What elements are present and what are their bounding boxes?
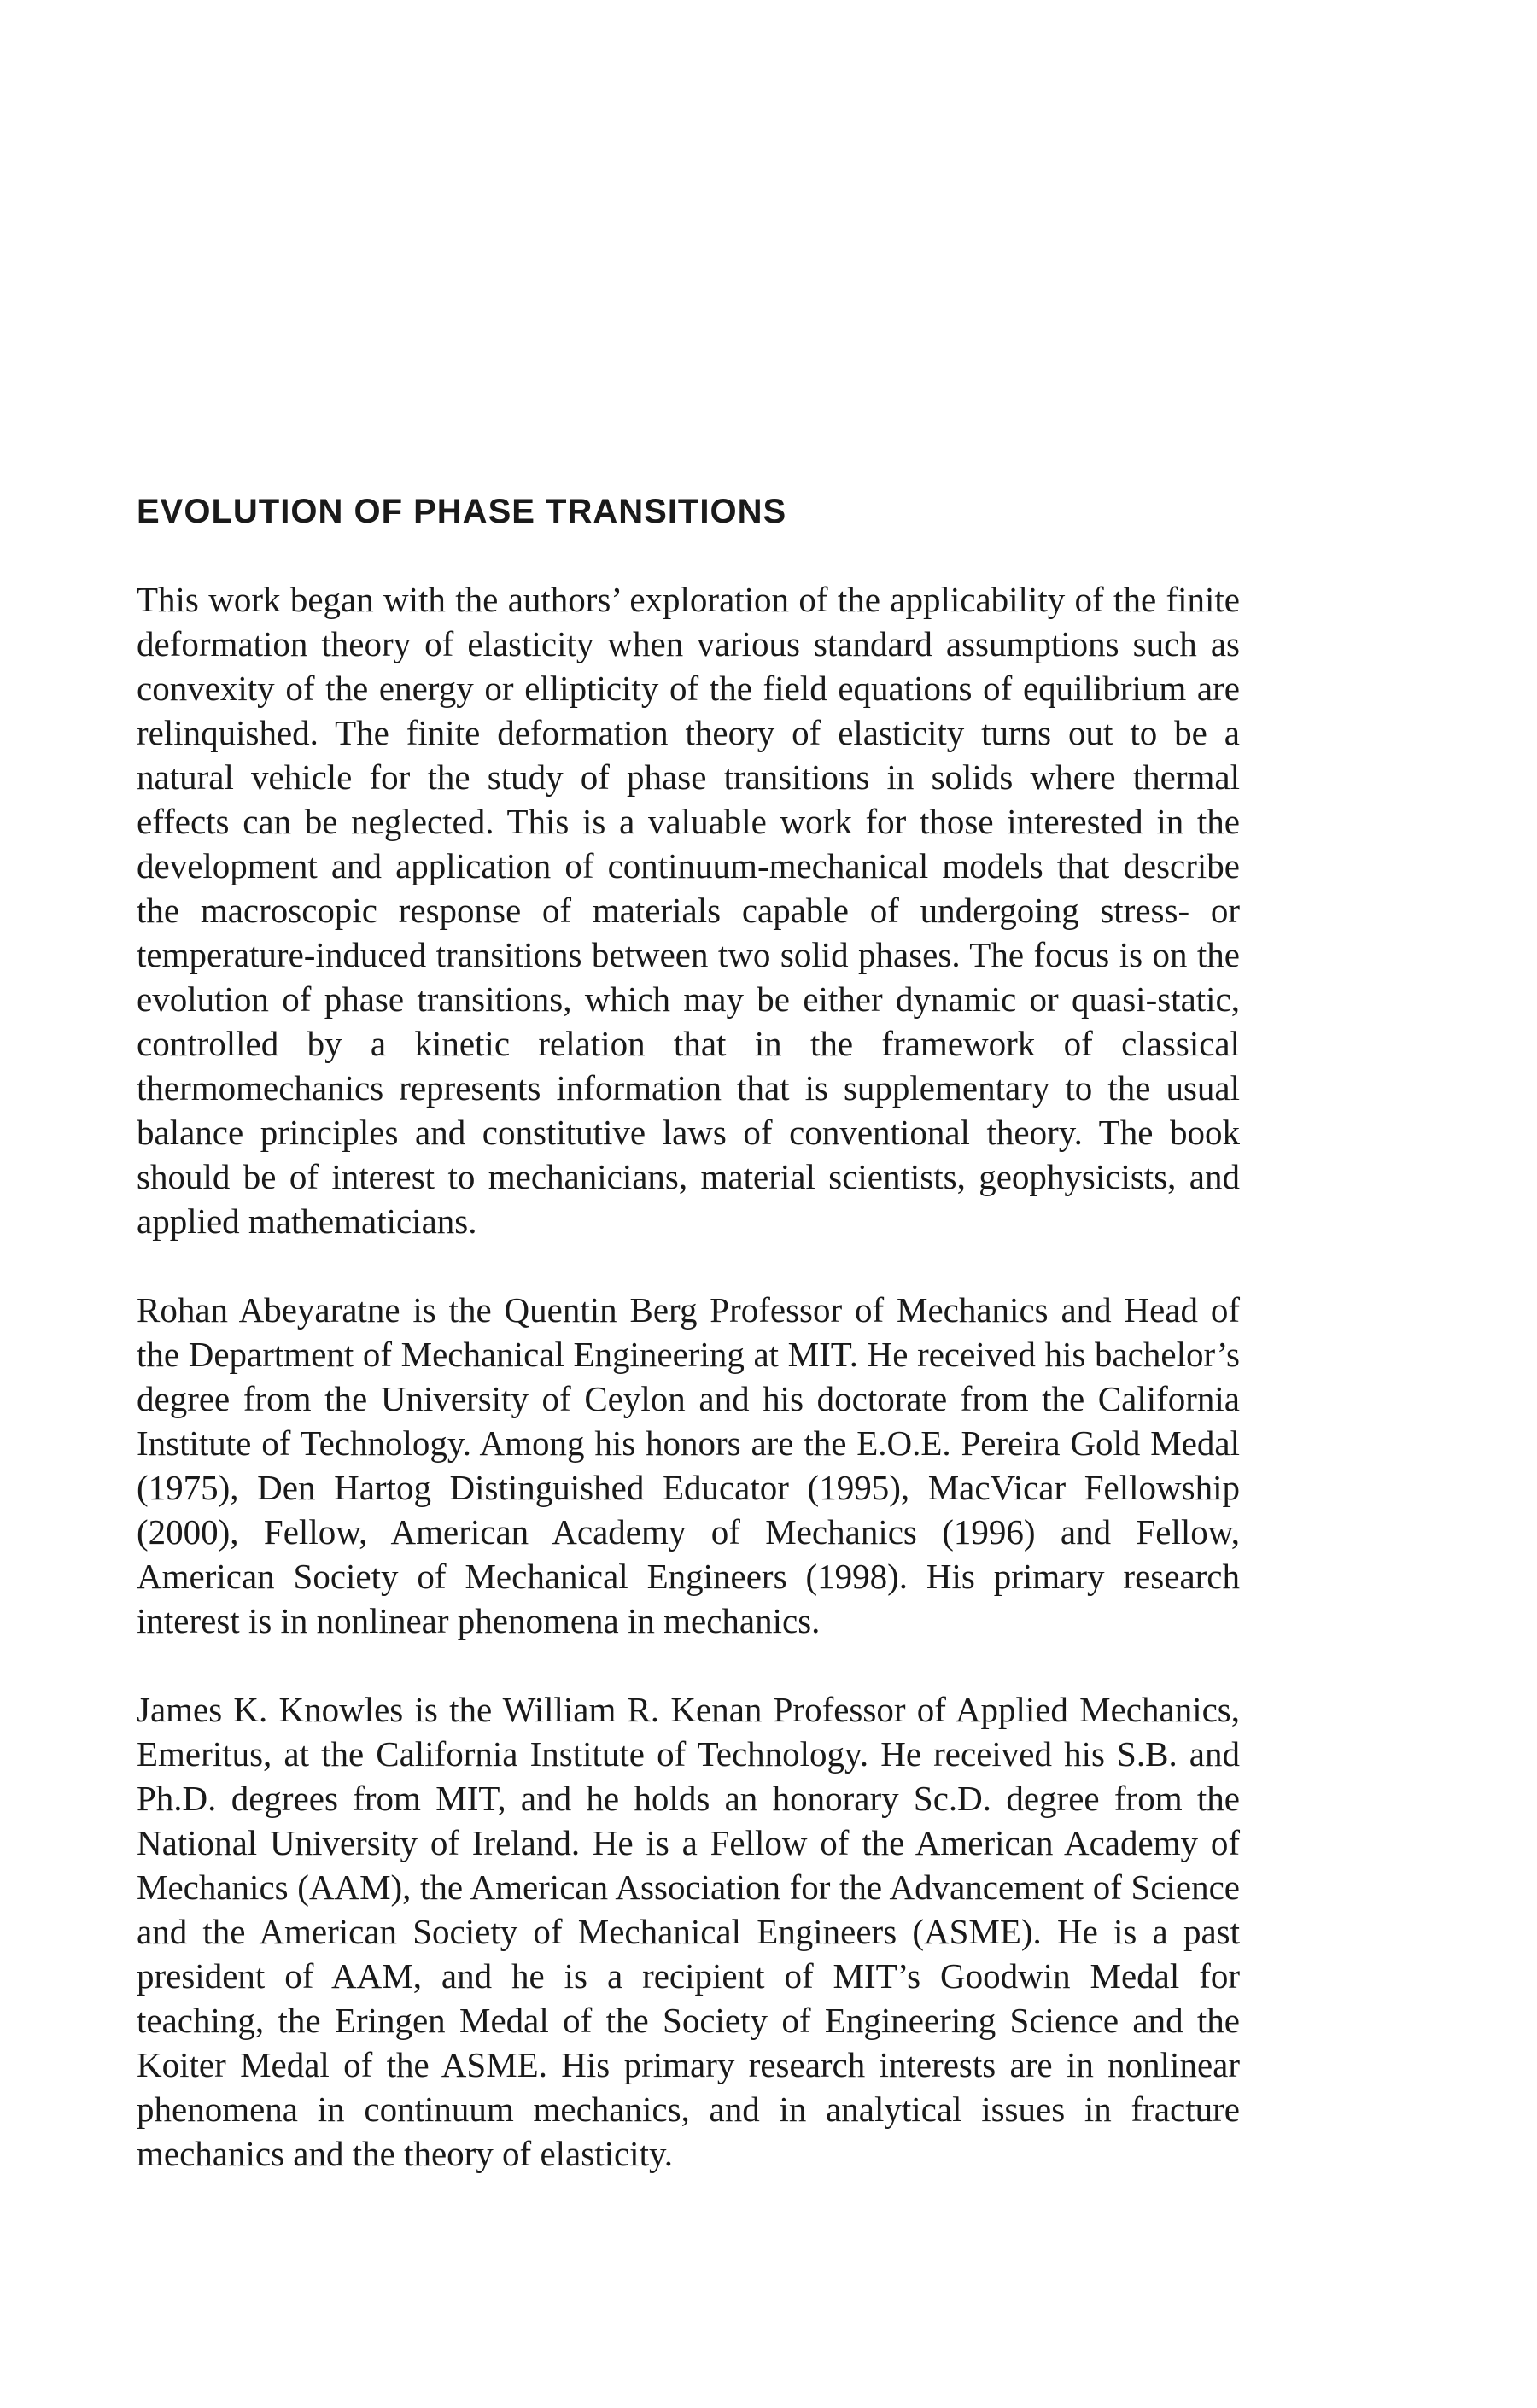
author-bio-knowles: James K. Knowles is the William R. Kenan Professor of Applied Mechanics, Emeritus, at the California Institute of Technology. He received his S.B. and Ph.D. degrees from MIT, and he holds an honorary Sc.D. degree from the National University of Ireland. He is a Fellow of the American Academy of Mechanics (AAM), the American Association for the Advancement of Science and the American Society of Mechanical Engineers (ASME). He is a past president of AAM, and he is a recipient of MIT’s Goodwin Medal for teaching, the Eringen Medal of the Society of Engineering Science and the Koiter Medal of the ASME. His primary research interests are in nonlinear phenomena in continuum mechanics, and in analytical issues in fracture mechanics and the theory of elasticity. bbox=[137, 1690, 1240, 2173]
book-description-paragraph: This work began with the authors’ exploration of the applicability of the finite deformation theory of elasticity when various standard assumptions such as convexity of the energy or ellipticity of the field equations of equilibrium are relinquished. The finite deformation theory of elasticity turns out to be a natural vehicle for the study of phase transitions in solids where thermal effects can be neglected. This is a valuable work for those interested in the development and application of continuum-mechanical models that describe the macroscopic response of materials capable of undergoing stress- or temperature-induced transitions between two solid phases. The focus is on the evolution of phase transitions, which may be either dynamic or quasi-static, controlled by a kinetic relation that in the framework of classical thermomechanics represents information that is supplementary to the usual balance principles and constitutive laws of conventional theory. The book should be of interest to mechanicians, material scientists, geophysicists, and applied mathematicians. bbox=[137, 580, 1240, 1241]
page-content bbox=[137, 488, 1240, 2220]
page-title: EVOLUTION OF PHASE TRANSITIONS bbox=[137, 493, 787, 530]
author-bio-abeyaratne: Rohan Abeyaratne is the Quentin Berg Professor of Mechanics and Head of the Department of Mechanical Engineering at MIT. He received his bachelor’s degree from the University of Ceylon and his doctorate from the California Institute of Technology. Among his honors are the E.O.E. Pereira Gold Medal (1975), Den Hartog Distinguished Educator (1995), MacVicar Fellowship (2000), Fellow, American Academy of Mechanics (1996) and Fellow, American Society of Mechanical Engineers (1998). His primary research interest is in nonlinear phenomena in mechanics. bbox=[137, 1290, 1240, 1640]
